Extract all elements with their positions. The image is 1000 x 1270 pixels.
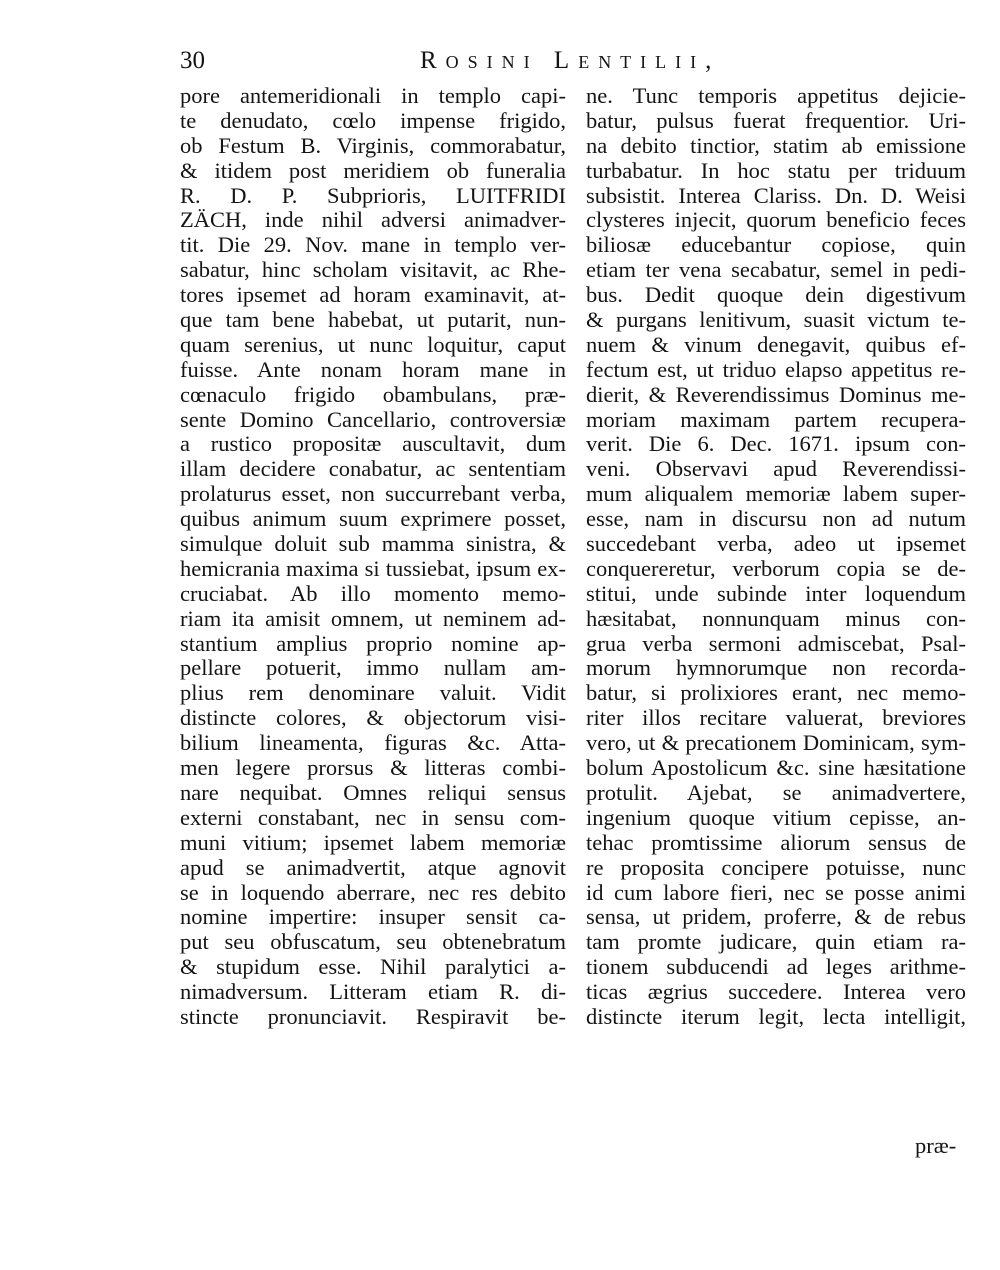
text-line: hæsitabat, nonnunquam minus con- [586, 605, 966, 631]
text-line: bolum Apostolicum &c. sine hæsitatione [586, 755, 966, 781]
text-line: quam serenius, ut nunc loquitur, caput [180, 331, 566, 357]
text-line: moriam maximam partem recupera- [586, 406, 966, 432]
text-line: nimadversum. Litteram etiam R. di- [180, 979, 566, 1005]
text-line: bilium lineamenta, figuras &c. Atta- [180, 730, 566, 756]
text-line: tores ipsemet ad horam examinavit, at- [180, 282, 566, 308]
text-line: re proposita concipere potuisse, nunc [586, 854, 966, 880]
text-line: simulque doluit sub mamma sinistra, & [180, 531, 566, 557]
text-line: dierit, & Reverendissimus Dominus me- [586, 381, 966, 407]
text-line: ne. Tunc temporis appetitus dejicie- [586, 83, 966, 108]
text-line: distincte iterum legit, lecta intelligit, [586, 1003, 966, 1029]
text-line: grua verba sermoni admiscebat, Psal- [586, 630, 966, 656]
text-line: put seu obfuscatum, seu obtenebratum [180, 929, 566, 955]
catchword: præ- [915, 1133, 957, 1158]
text-line: sente Domino Cancellario, controversiæ [180, 406, 566, 432]
text-line: ob Festum B. Virginis, commorabatur, [180, 132, 566, 158]
running-head: Rosini Lentilii, [420, 47, 721, 74]
text-line: prolaturus esset, non succurrebant verba, [180, 481, 566, 507]
text-line: & itidem post meridiem ob funeralia [180, 157, 566, 183]
text-line: etiam ter vena secabatur, semel in pedi- [586, 257, 966, 283]
text-line: veni. Observavi apud Reverendissi- [586, 456, 966, 482]
text-line: ingenium quoque vitium cepisse, an- [586, 804, 966, 830]
text-line: ZÄCH, inde nihil adversi animadver- [180, 207, 566, 233]
text-line: a rustico propositæ auscultavit, dum [180, 431, 566, 457]
text-line: R. D. P. Subprioris, LUITFRIDI [180, 182, 566, 208]
text-line: protulit. Ajebat, se animadvertere, [586, 779, 966, 805]
text-line: morum hymnorumque non recorda- [586, 655, 966, 681]
text-line: stincte pronunciavit. Respiravit be- [180, 1003, 566, 1029]
text-line: mum aliqualem memoriæ labem super- [586, 481, 966, 507]
text-line: na debito tinctior, statim ab emissione [586, 132, 966, 158]
text-line: illam decidere conabatur, ac sententiam [180, 456, 566, 482]
text-line: pellare potuerit, immo nullam am- [180, 655, 566, 681]
text-line: succedebant verba, adeo ut ipsemet [586, 531, 966, 557]
text-line: vero, ut & precationem Dominicam, sym- [586, 730, 966, 756]
text-line: bus. Dedit quoque dein digestivum [586, 282, 966, 308]
text-line: hemicrania maxima si tussiebat, ipsum ex- [180, 555, 566, 581]
text-line: conquereretur, verborum copia se de- [586, 555, 966, 581]
page-number: 30 [180, 47, 205, 74]
text-line: externi constabant, nec in sensu com- [180, 804, 566, 830]
text-line: fectum est, ut triduo elapso appetitus re- [586, 356, 966, 382]
text-line: te denudato, cœlo impense frigido, [180, 107, 566, 133]
text-line: riam ita amisit omnem, ut neminem ad- [180, 605, 566, 631]
text-line: nomine impertire: insuper sensit ca- [180, 904, 566, 930]
text-line: & purgans lenitivum, suasit victum te- [586, 307, 966, 333]
right-text-column [586, 84, 966, 1030]
text-line: tehac promtissime aliorum sensus de [586, 829, 966, 855]
text-line: nare nequibat. Omnes reliqui sensus [180, 779, 566, 805]
text-line: muni vitium; ipsemet labem memoriæ [180, 829, 566, 855]
text-line: & stupidum esse. Nihil paralytici a- [180, 954, 566, 980]
text-line: biliosæ educebantur copiose, quin [586, 232, 966, 258]
text-line: sensa, ut pridem, proferre, & de rebus [586, 904, 966, 930]
text-line: cruciabat. Ab illo momento memo- [180, 580, 566, 606]
text-line: verit. Die 6. Dec. 1671. ipsum con- [586, 431, 966, 457]
text-line: batur, si prolixiores erant, nec memo- [586, 680, 966, 706]
text-line: nuem & vinum denegavit, quibus ef- [586, 331, 966, 357]
text-line: se in loquendo aberrare, nec res debito [180, 879, 566, 905]
text-line: plius rem denominare valuit. Vidit [180, 680, 566, 706]
text-line: clysteres injecit, quorum beneficio feces [586, 207, 966, 233]
text-line: men legere prorsus & litteras combi- [180, 755, 566, 781]
text-line: stitui, unde subinde inter loquendum [586, 580, 966, 606]
text-line: riter illos recitare valuerat, breviores [586, 705, 966, 731]
text-line: id cum labore fieri, nec se posse animi [586, 879, 966, 905]
text-line: distincte colores, & objectorum visi- [180, 705, 566, 731]
text-line: ticas ægrius succedere. Interea vero [586, 979, 966, 1005]
page-header [180, 44, 970, 80]
text-line: subsistit. Interea Clariss. Dn. D. Weisi [586, 182, 966, 208]
text-line: batur, pulsus fuerat frequentior. Uri- [586, 107, 966, 133]
left-text-column [180, 84, 566, 1030]
text-line: stantium amplius proprio nomine ap- [180, 630, 566, 656]
text-line: que tam bene habebat, ut putarit, nun- [180, 307, 566, 333]
text-line: cœnaculo frigido obambulans, præ- [180, 381, 566, 407]
text-line: pore antemeridionali in templo capi- [180, 83, 566, 108]
text-line: tam promte judicare, quin etiam ra- [586, 929, 966, 955]
text-line: tionem subducendi ad leges arithme- [586, 954, 966, 980]
text-line: tit. Die 29. Nov. mane in templo ver- [180, 232, 566, 258]
text-line: fuisse. Ante nonam horam mane in [180, 356, 566, 382]
text-line: sabatur, hinc scholam visitavit, ac Rhe- [180, 257, 566, 283]
text-line: turbabatur. In hoc statu per triduum [586, 157, 966, 183]
text-line: quibus animum suum exprimere posset, [180, 506, 566, 532]
text-line: esse, nam in discursu non ad nutum [586, 506, 966, 532]
text-line: apud se animadvertit, atque agnovit [180, 854, 566, 880]
